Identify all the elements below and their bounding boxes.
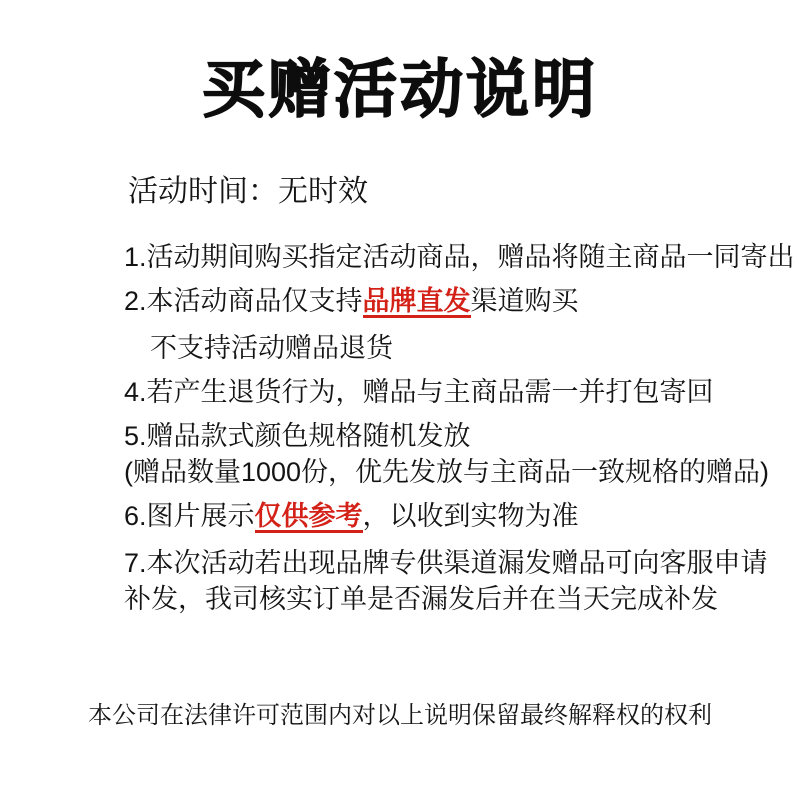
rule-line (124, 422, 760, 450)
rule-text: 补发，我司核实订单是否漏发后并在当天完成补发 (124, 584, 718, 614)
rule-text: 1.活动期间购买指定活动商品，赠品将随主商品一同寄出 (124, 242, 795, 272)
activity-time-line: 活动时间：无时效 (128, 175, 368, 208)
rule-text: 2.本活动商品仅支持 (124, 286, 363, 316)
rule-line (124, 457, 770, 487)
activity-rules-list (124, 242, 795, 614)
rule-line (124, 502, 760, 533)
rule-text: 不支持活动赠品退货 (150, 333, 393, 363)
legal-disclaimer: 本公司在法律许可范围内对以上说明保留最终解释权的权利 (88, 702, 712, 729)
highlight-red-text: 仅供参考 (254, 501, 363, 531)
rule-text: 渠道购买 (470, 286, 579, 316)
rule-line (124, 378, 760, 406)
rule-line (124, 242, 795, 272)
rule-line (124, 585, 760, 613)
rule-line (124, 287, 760, 318)
highlight-red-text: 品牌直发 (362, 286, 471, 316)
rule-line (124, 548, 768, 578)
rule-text: 4.若产生退货行为，赠品与主商品需一并打包寄回 (124, 377, 714, 407)
page-title: 买赠活动说明 (202, 55, 598, 125)
rule-text: 5.赠品款式颜色规格随机发放 (124, 421, 471, 451)
rule-line (124, 334, 760, 362)
rule-text: 7.本次活动若出现品牌专供渠道漏发赠品可向客服申请 (124, 548, 768, 578)
rule-text: (赠品数量1000份，优先发放与主商品一致规格的赠品) (124, 457, 770, 487)
rule-text: ，以收到实物为准 (362, 501, 579, 531)
rule-text: 6.图片展示 (124, 501, 255, 531)
